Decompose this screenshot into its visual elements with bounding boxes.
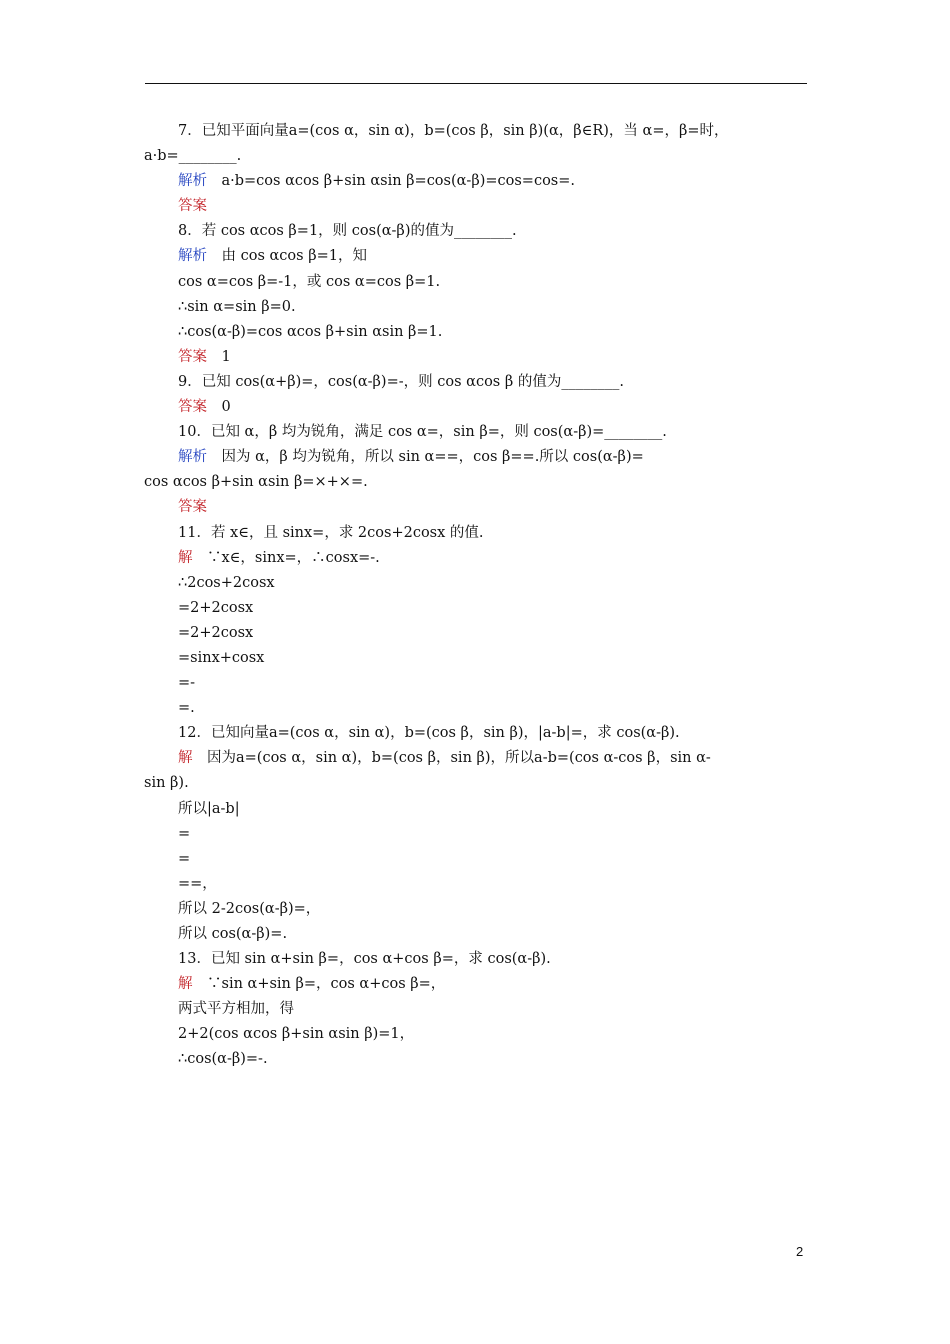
document-body (144, 119, 812, 1073)
text-line (144, 546, 812, 571)
text-line (144, 521, 812, 546)
text-line (144, 1022, 812, 1047)
text-line (144, 1047, 812, 1072)
line-text: 10．已知 α，β 均为锐角，满足 cos α=，sin β=，则 cos(α-β)=________. (178, 424, 667, 441)
text-line (144, 370, 812, 395)
line-text: 由 cos αcos β=1，知 (207, 248, 367, 265)
text-line (144, 872, 812, 897)
line-text: ∴sin α=sin β=0. (178, 298, 296, 315)
line-text: =sinx+cosx (178, 649, 265, 666)
line-text: 因为a=(cos α，sin α)，b=(cos β，sin β)，所以a-b=(cos α-cos β，sin α- (192, 750, 711, 767)
text-line (144, 621, 812, 646)
text-line (144, 847, 812, 872)
text-line (144, 947, 812, 972)
line-text: ∵x∈，sinx=，∴cosx=-. (192, 549, 380, 566)
line-text: 11．若 x∈，且 sinx=，求 2cos+2cosx 的值. (178, 524, 484, 541)
text-line (144, 320, 812, 345)
text-line (144, 345, 812, 370)
text-line (144, 420, 812, 445)
answer-label: 答案 (178, 399, 207, 416)
line-text: = (178, 825, 191, 842)
line-text: a·b=cos αcos β+sin αsin β=cos(α-β)=cos=cos=. (207, 173, 576, 190)
line-text: 因为 α，β 均为锐角，所以 sin α==，cos β==.所以 cos(α-β)= (207, 449, 644, 466)
text-line (144, 897, 812, 922)
line-text: 所以 2-2cos(α-β)=， (178, 900, 321, 917)
line-text: sin β). (144, 775, 189, 792)
text-line (144, 922, 812, 947)
text-line (144, 646, 812, 671)
text-line (144, 671, 812, 696)
line-text: 7．已知平面向量a=(cos α，sin α)，b=(cos β，sin β)(α，β∈R)，当 α=，β=时， (178, 123, 729, 139)
text-line (144, 721, 812, 746)
answer-label: 解 (178, 750, 193, 767)
text-line (144, 997, 812, 1022)
analysis-label: 解析 (178, 173, 207, 190)
line-text: =- (178, 675, 196, 692)
line-text: =2+2cosx (178, 599, 254, 616)
answer-label: 答案 (178, 198, 207, 215)
text-line (144, 746, 812, 771)
line-text: ∴cos(α-β)=cos αcos β+sin αsin β=1. (178, 323, 443, 340)
line-text: cos αcos β+sin αsin β=×+×=. (144, 474, 368, 491)
text-line (144, 445, 812, 470)
analysis-label: 解析 (178, 449, 207, 466)
line-text: 所以|a-b| (178, 800, 240, 817)
line-text: a·b=________. (144, 148, 242, 165)
text-line (144, 169, 812, 194)
text-line (144, 822, 812, 847)
text-line (144, 571, 812, 596)
text-line (144, 771, 812, 796)
text-line (144, 219, 812, 244)
text-line (144, 596, 812, 621)
line-text: 2+2(cos αcos β+sin αsin β)=1， (178, 1026, 415, 1043)
text-line (144, 244, 812, 269)
line-text: 13．已知 sin α+sin β=，cos α+cos β=，求 cos(α-β). (178, 951, 551, 968)
header-rule (145, 83, 807, 84)
line-text: ==， (178, 875, 217, 892)
text-line (144, 470, 812, 495)
line-text: 8．若 cos αcos β=1，则 cos(α-β)的值为________. (178, 223, 517, 240)
line-text: 1 (207, 348, 231, 365)
text-line (144, 144, 812, 169)
line-text: 9．已知 cos(α+β)=，cos(α-β)=-，则 cos αcos β 的值为________. (178, 373, 624, 390)
text-line (144, 972, 812, 997)
line-text: cos α=cos β=-1，或 cos α=cos β=1. (178, 273, 441, 290)
text-line (144, 270, 812, 295)
answer-label: 答案 (178, 499, 207, 516)
page-number: 2 (796, 1244, 804, 1259)
analysis-label: 解析 (178, 248, 207, 265)
line-text: 12．已知向量a=(cos α，sin α)，b=(cos β，sin β)，|a-b|=，求 cos(α-β). (178, 725, 680, 742)
text-line (144, 495, 812, 520)
line-text: 所以 cos(α-β)=. (178, 926, 288, 942)
answer-label: 解 (178, 549, 193, 566)
line-text: ∵sin α+sin β=，cos α+cos β=， (192, 976, 446, 993)
line-text: =2+2cosx (178, 624, 254, 641)
text-line (144, 194, 812, 219)
answer-label: 解 (178, 976, 193, 993)
text-line (144, 696, 812, 721)
text-line (144, 295, 812, 320)
text-line (144, 119, 812, 144)
line-text: 0 (207, 399, 231, 416)
line-text: 两式平方相加，得 (178, 1001, 294, 1018)
answer-label: 答案 (178, 348, 207, 365)
line-text: =. (178, 700, 195, 717)
text-line (144, 797, 812, 822)
text-line (144, 395, 812, 420)
line-text: = (178, 850, 191, 867)
line-text: ∴cos(α-β)=-. (178, 1051, 268, 1068)
line-text: ∴2cos+2cosx (178, 574, 275, 591)
